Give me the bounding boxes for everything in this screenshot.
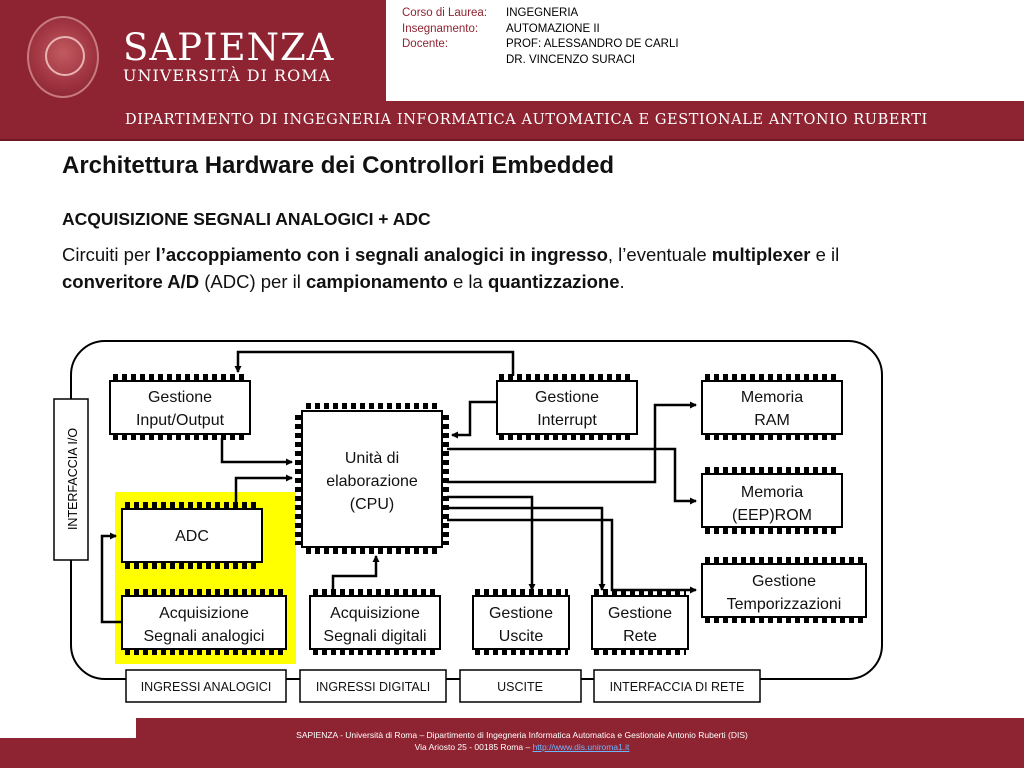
- label-memoria-ram-2: RAM: [754, 412, 790, 429]
- label-memoria-ram-1: Memoria: [740, 389, 804, 406]
- label-uscite: USCITE: [497, 680, 543, 694]
- label-ingressi-analogici: INGRESSI ANALOGICI: [140, 680, 272, 694]
- label-cpu-1: Unità di: [344, 450, 400, 467]
- info-row-course: Corso di Laurea: INGEGNERIA: [402, 7, 579, 19]
- label-acquisizione-digitali-1: Acquisizione: [330, 605, 420, 622]
- label-adc: ADC: [175, 528, 209, 545]
- label-acquisizione-digitali-2: Segnali digitali: [323, 628, 427, 645]
- label-gestione-rete-1: Gestione: [607, 605, 673, 622]
- info-row-teacher: Docente: PROF: ALESSANDRO DE CARLI: [402, 38, 679, 50]
- slide-subtitle: ACQUISIZIONE SEGNALI ANALOGICI + ADC: [62, 209, 431, 229]
- university-subtitle: UNIVERSITÀ DI ROMA: [123, 66, 332, 85]
- label-gestione-io-1: Gestione: [147, 389, 213, 406]
- label-gestione-temporizzazioni-1: Gestione: [751, 573, 817, 590]
- info-row-subject: Insegnamento: AUTOMAZIONE II: [402, 22, 600, 35]
- label-gestione-rete-2: Rete: [623, 628, 657, 645]
- label-gestione-interrupt-2: Interrupt: [537, 412, 597, 429]
- label-cpu-3: (CPU): [349, 496, 395, 513]
- label-acquisizione-analogici-1: Acquisizione: [159, 605, 249, 622]
- department-name: DIPARTIMENTO DI INGEGNERIA INFORMATICA AUTOMATICA E GESTIONALE ANTONIO RUBERTI: [125, 112, 928, 128]
- slide-body: Circuiti per l’accoppiamento con i segnali analogici in ingresso, l’eventuale multiplexer e il converitore A/D (ADC) per il campionamento e la quantizzazione.: [62, 244, 840, 292]
- footer-line-2: Via Ariosto 25 - 00185 Roma – http://www.dis.uniroma1.it: [414, 742, 630, 752]
- label-cpu-2: elaborazione: [326, 473, 418, 490]
- label-gestione-interrupt-1: Gestione: [534, 389, 600, 406]
- info-row-teacher-2: DR. VINCENZO SURACI: [506, 53, 636, 66]
- label-memoria-eeprom-1: Memoria: [740, 484, 804, 501]
- label-gestione-temporizzazioni-2: Temporizzazioni: [726, 596, 842, 613]
- label-ingressi-digitali: INGRESSI DIGITALI: [315, 680, 431, 694]
- label-gestione-uscite-1: Gestione: [488, 605, 554, 622]
- footer-line-1: SAPIENZA - Università di Roma – Dipartimento di Ingegneria Informatica Automatica e Gestionale Antonio Ruberti (DIS): [296, 730, 748, 740]
- label-gestione-uscite-2: Uscite: [498, 628, 544, 645]
- label-gestione-io-2: Input/Output: [135, 412, 225, 429]
- io-interface-label: INTERFACCIA I/O: [66, 427, 80, 531]
- label-memoria-eeprom-2: (EEP)ROM: [732, 507, 812, 524]
- university-name: SAPIENZA: [123, 26, 335, 69]
- label-acquisizione-analogici-2: Segnali analogici: [143, 628, 265, 645]
- footer: [0, 718, 1024, 768]
- slide-title: Architettura Hardware dei Controllori Embedded: [62, 152, 615, 179]
- label-interfaccia-rete: INTERFACCIA DI RETE: [609, 680, 745, 694]
- department-website-link[interactable]: http://www.dis.uniroma1.it: [532, 742, 630, 752]
